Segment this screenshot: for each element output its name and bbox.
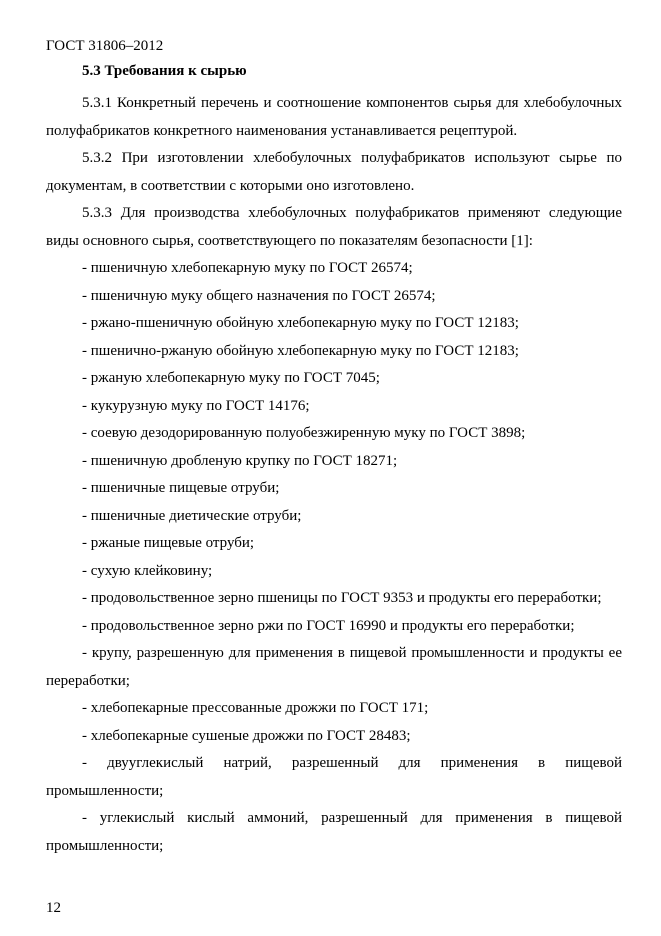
paragraph-5-3-3: 5.3.3 Для производства хлебобулочных полуфабрикатов применяют следующие виды основного сырья, соответствующего по показателям безопасности [1]: [46,205,622,249]
document-header: ГОСТ 31806–2012 [46,38,164,54]
list-item: - пшеничную хлебопекарную муку по ГОСТ 26574; [82,260,413,276]
list-item: - пшеничные диетические отруби; [82,507,302,524]
list-item: - сухую клейковину; [82,562,213,579]
list-item: - пшеничную муку общего назначения по ГОСТ 26574; [82,287,436,304]
list-item: - пшеничную дробленую крупку по ГОСТ 18271; [82,452,398,469]
list-item: - хлебопекарные прессованные дрожжи по ГОСТ 171; [82,700,429,716]
list-item: - двууглекислый натрий, разрешенный для применения в пищевой промышленности; [46,755,622,799]
list-item: - крупу, разрешенную для применения в пищевой промышленности и продукты ее переработки; [46,645,622,689]
list-item: - пшеничные пищевые отруби; [82,480,280,496]
list-item: - кукурузную муку по ГОСТ 14176; [82,397,310,414]
list-item: - ржано-пшеничную обойную хлебопекарную муку по ГОСТ 12183; [82,315,519,331]
list-item: - продовольственное зерно пшеницы по ГОСТ 9353 и продукты его переработки; [82,590,602,606]
paragraph-5-3-2: 5.3.2 При изготовлении хлебобулочных полуфабрикатов используют сырье по документам, в соответствии с которыми оно изготовлено. [46,150,622,194]
paragraph-5-3-1: 5.3.1 Конкретный перечень и соотношение компонентов сырья для хлебобулочных полуфабрикатов конкретного наименования устанавливается рецептурой. [46,95,622,139]
raw-materials-list [46,255,622,860]
list-item: - ржаные пищевые отруби; [82,535,255,551]
page-number: 12 [46,900,61,916]
list-item: - пшенично-ржаную обойную хлебопекарную муку по ГОСТ 12183; [82,342,519,359]
list-item: - соевую дезодорированную полуобезжиренную муку по ГОСТ 3898; [82,425,526,441]
list-item: - хлебопекарные сушеные дрожжи по ГОСТ 28483; [82,727,411,744]
list-item: - ржаную хлебопекарную муку по ГОСТ 7045; [82,370,380,386]
list-item: - углекислый кислый аммоний, разрешенный для применения в пищевой промышленности; [46,810,622,854]
document-body [46,90,622,860]
section-title: 5.3 Требования к сырью [82,63,247,79]
list-item: - продовольственное зерно ржи по ГОСТ 16990 и продукты его переработки; [82,617,575,634]
